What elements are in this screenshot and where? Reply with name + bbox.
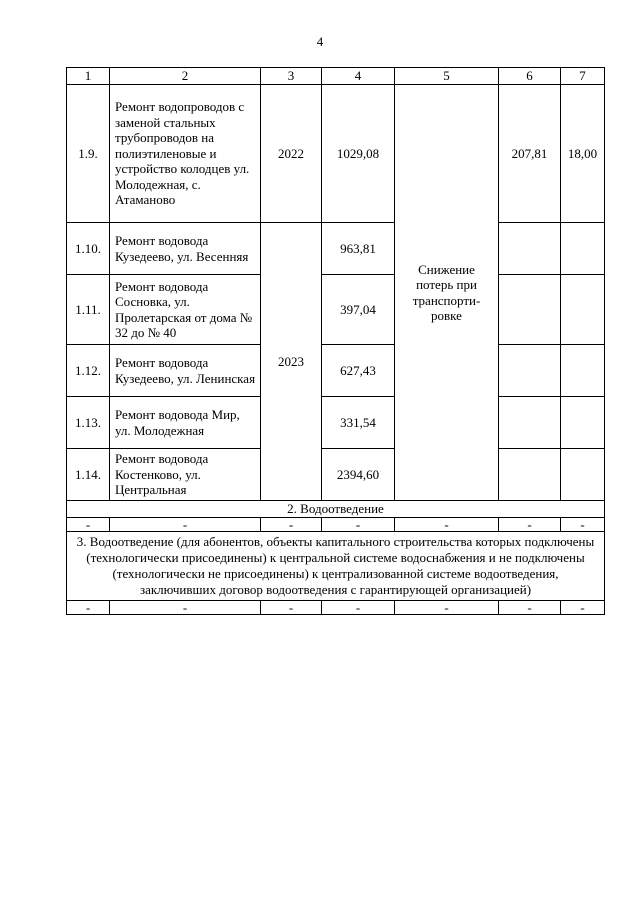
row-col6 — [499, 397, 561, 449]
dash-cell: - — [261, 517, 322, 531]
table-row — [67, 345, 605, 397]
col-header-3: 3 — [261, 68, 322, 85]
section-2-row — [67, 501, 605, 518]
row-cost: 397,04 — [322, 275, 395, 345]
investment-table — [66, 67, 605, 615]
dash-cell: - — [561, 517, 605, 531]
dash-cell: - — [110, 600, 261, 614]
row-number: 1.13. — [67, 397, 110, 449]
dash-cell: - — [322, 517, 395, 531]
column-header-row — [67, 68, 605, 85]
row-col6 — [499, 449, 561, 501]
col-header-2: 2 — [110, 68, 261, 85]
dash-cell: - — [322, 600, 395, 614]
row-col7 — [561, 449, 605, 501]
row-col6 — [499, 345, 561, 397]
row-number: 1.12. — [67, 345, 110, 397]
row-number: 1.9. — [67, 85, 110, 223]
col-header-7: 7 — [561, 68, 605, 85]
dash-cell: - — [395, 517, 499, 531]
row-cost: 331,54 — [322, 397, 395, 449]
row-cost: 627,43 — [322, 345, 395, 397]
row-number: 1.10. — [67, 223, 110, 275]
row-col7 — [561, 397, 605, 449]
row-description: Ремонт водовода Мир, ул. Молодежная — [110, 397, 261, 449]
row-col7 — [561, 223, 605, 275]
dash-cell: - — [110, 517, 261, 531]
row-col6 — [499, 223, 561, 275]
row-description: Ремонт водовода Костенково, ул. Центральная — [110, 449, 261, 501]
dash-cell: - — [499, 517, 561, 531]
year-2023-cell: 2023 — [261, 223, 322, 501]
dash-cell: - — [261, 600, 322, 614]
row-col6: 207,81 — [499, 85, 561, 223]
dash-row — [67, 600, 605, 614]
row-cost: 963,81 — [322, 223, 395, 275]
row-cost: 2394,60 — [322, 449, 395, 501]
page-number: 4 — [316, 34, 324, 49]
col-header-1: 1 — [67, 68, 110, 85]
col-header-6: 6 — [499, 68, 561, 85]
table-row — [67, 223, 605, 275]
table-row — [67, 85, 605, 223]
dash-cell: - — [67, 600, 110, 614]
dash-cell: - — [499, 600, 561, 614]
dash-cell: - — [561, 600, 605, 614]
row-col6 — [499, 275, 561, 345]
row-cost: 1029,08 — [322, 85, 395, 223]
col-header-4: 4 — [322, 68, 395, 85]
section-3-title: 3. Водоотведение (для абонентов, объекты капитального строительства которых подключены (технологически присоединены) к центральной системе водоснабжения и не подключены (технологически не присоединены) к централизованной системе водоотведения, заключивших договор водоотведения с гарантирующей организацией) — [67, 531, 605, 600]
row-description: Ремонт водовода Кузедеево, ул. Ленинская — [110, 345, 261, 397]
row-description: Ремонт водовода Кузедеево, ул. Весенняя — [110, 223, 261, 275]
table-row — [67, 275, 605, 345]
row-year: 2022 — [261, 85, 322, 223]
dash-row — [67, 517, 605, 531]
section-3-row — [67, 531, 605, 600]
row-col7 — [561, 345, 605, 397]
row-number: 1.14. — [67, 449, 110, 501]
row-description: Ремонт водопроводов с заменой стальных трубопроводов на полиэтиленовые и устройство колодцев ул. Молодежная, с. Атаманово — [110, 85, 261, 223]
section-2-title: 2. Водоотведение — [67, 501, 605, 518]
table-row — [67, 449, 605, 501]
row-number: 1.11. — [67, 275, 110, 345]
row-col7 — [561, 275, 605, 345]
row-col7: 18,00 — [561, 85, 605, 223]
dash-cell: - — [395, 600, 499, 614]
effect-cell: Снижение потерь при транспорти-ровке — [395, 85, 499, 501]
row-description: Ремонт водовода Сосновка, ул. Пролетарская от дома № 32 до № 40 — [110, 275, 261, 345]
col-header-5: 5 — [395, 68, 499, 85]
dash-cell: - — [67, 517, 110, 531]
table-row — [67, 397, 605, 449]
